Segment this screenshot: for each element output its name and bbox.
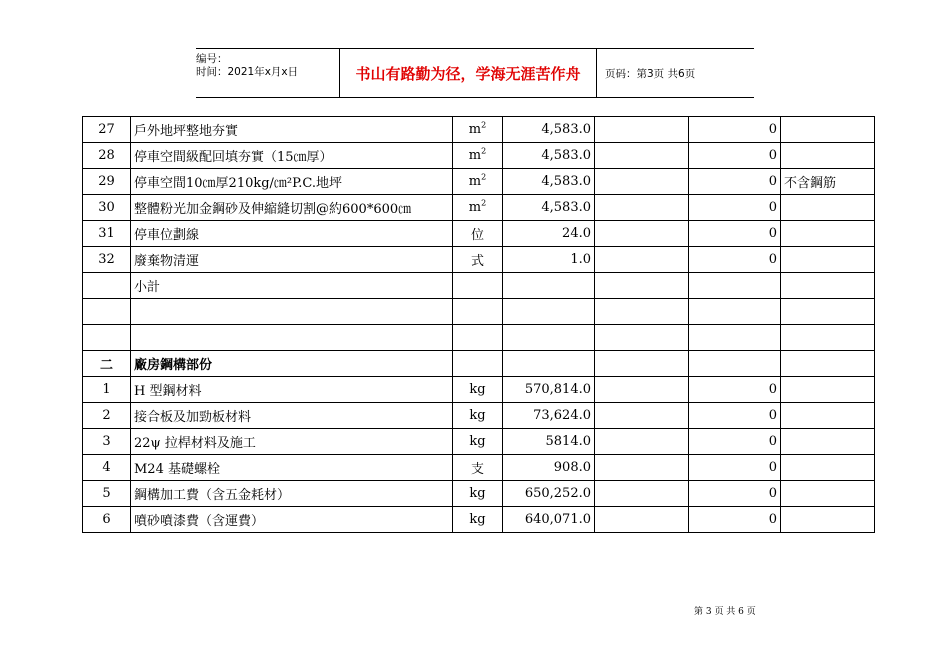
item-quantity-text: 5814.0 (545, 434, 591, 449)
item-unit (453, 143, 503, 169)
item-unit-price (595, 377, 689, 403)
item-unit-price (595, 221, 689, 247)
item-unit-text: m (468, 148, 482, 163)
table-row (83, 325, 875, 351)
header-page-code: 页码：第3页 共6页 (605, 67, 696, 80)
item-number-text: 2 (102, 408, 111, 423)
item-unit-text: kg (469, 382, 486, 397)
item-number-text: 31 (98, 226, 115, 241)
item-note (781, 195, 875, 221)
item-unit (453, 247, 503, 273)
item-description (131, 403, 453, 429)
item-note (781, 117, 875, 143)
item-quantity (503, 221, 595, 247)
item-amount (689, 377, 781, 403)
item-number-text: 4 (102, 460, 111, 475)
item-quantity (503, 507, 595, 533)
item-quantity (503, 247, 595, 273)
item-description-text: 戶外地坪整地夯實 (134, 124, 239, 139)
item-description (131, 325, 453, 351)
header-motto: 书山有路勤为径，学海无涯苦作舟 (339, 49, 597, 97)
item-amount (689, 299, 781, 325)
item-number-text: 27 (98, 122, 115, 137)
item-unit (453, 325, 503, 351)
item-number-text: 28 (98, 148, 115, 163)
item-quantity-text: 1.0 (570, 252, 591, 267)
item-amount (689, 143, 781, 169)
item-description-text: 整體粉光加金鋼砂及伸縮縫切割@約600*600㎝ (134, 202, 412, 217)
item-unit-text: 支 (470, 462, 484, 477)
item-unit-text: m (468, 200, 482, 215)
item-note (781, 403, 875, 429)
item-unit-price (595, 299, 689, 325)
item-description (131, 377, 453, 403)
item-amount-text: 0 (768, 486, 777, 501)
item-unit-price (595, 325, 689, 351)
item-amount (689, 481, 781, 507)
item-note-text: 不含鋼筋 (784, 176, 837, 191)
time-label: 时间：2021年x月x日 (196, 66, 299, 78)
item-unit-text: m (468, 174, 482, 189)
item-number (83, 351, 131, 377)
item-description (131, 429, 453, 455)
item-unit-text: 位 (470, 228, 484, 243)
table-row (83, 507, 875, 533)
item-number-text: 1 (102, 382, 111, 397)
table-row (83, 299, 875, 325)
item-unit-price (595, 195, 689, 221)
item-description-text: 廠房鋼構部份 (134, 358, 213, 373)
item-quantity (503, 403, 595, 429)
item-amount-text: 0 (768, 122, 777, 137)
item-unit-price (595, 429, 689, 455)
item-description (131, 273, 453, 299)
item-amount-text: 0 (768, 226, 777, 241)
table-body (83, 117, 875, 533)
item-amount (689, 221, 781, 247)
item-note (781, 429, 875, 455)
item-unit (453, 507, 503, 533)
item-number (83, 247, 131, 273)
number-label: 编号： (196, 53, 228, 65)
item-unit-price (595, 455, 689, 481)
item-note (781, 351, 875, 377)
item-number-text: 6 (102, 512, 111, 527)
item-description (131, 507, 453, 533)
item-note (781, 143, 875, 169)
item-note (781, 273, 875, 299)
table-row (83, 117, 875, 143)
item-note (781, 481, 875, 507)
item-amount-text: 0 (768, 148, 777, 163)
item-note (781, 507, 875, 533)
item-unit (453, 481, 503, 507)
item-number-text: 5 (102, 486, 111, 501)
table-row (83, 221, 875, 247)
item-unit (453, 429, 503, 455)
item-number (83, 117, 131, 143)
item-description-text: 鋼構加工費（含五金耗材） (134, 488, 291, 503)
item-unit-text: kg (469, 512, 486, 527)
item-quantity (503, 455, 595, 481)
item-unit (453, 117, 503, 143)
item-amount (689, 195, 781, 221)
item-note (781, 247, 875, 273)
item-note (781, 377, 875, 403)
item-unit-text: m (468, 122, 482, 137)
item-description (131, 299, 453, 325)
item-unit-price (595, 117, 689, 143)
item-unit-text: 式 (470, 254, 484, 269)
item-quantity-text: 650,252.0 (524, 486, 591, 501)
item-quantity (503, 195, 595, 221)
item-number (83, 273, 131, 299)
table-row (83, 429, 875, 455)
item-amount-text: 0 (768, 200, 777, 215)
item-amount (689, 247, 781, 273)
item-description-text: 停車位劃線 (134, 228, 200, 243)
item-amount-text: 0 (768, 434, 777, 449)
item-description (131, 221, 453, 247)
item-unit (453, 169, 503, 195)
item-quantity-text: 24.0 (562, 226, 591, 241)
item-description (131, 195, 453, 221)
item-quantity (503, 169, 595, 195)
item-number (83, 403, 131, 429)
item-note (781, 299, 875, 325)
item-number (83, 481, 131, 507)
item-amount (689, 429, 781, 455)
item-description-text: 噴砂噴漆費（含運費） (134, 514, 265, 529)
item-quantity (503, 429, 595, 455)
item-number (83, 455, 131, 481)
item-quantity (503, 117, 595, 143)
table-row (83, 247, 875, 273)
item-description (131, 481, 453, 507)
item-note (781, 325, 875, 351)
quantity-table (82, 116, 875, 533)
item-quantity-text: 4,583.0 (541, 174, 591, 189)
item-unit-price (595, 143, 689, 169)
page-footer: 第 3 页 共 6 页 (694, 607, 756, 617)
item-amount (689, 117, 781, 143)
item-unit-text: kg (469, 486, 486, 501)
item-unit-text: kg (469, 408, 486, 423)
item-amount (689, 351, 781, 377)
item-number (83, 507, 131, 533)
table-row (83, 195, 875, 221)
item-number (83, 429, 131, 455)
item-description (131, 117, 453, 143)
item-description (131, 351, 453, 377)
item-unit (453, 273, 503, 299)
item-unit (453, 455, 503, 481)
table-row (83, 169, 875, 195)
item-quantity-text: 4,583.0 (541, 148, 591, 163)
item-amount (689, 325, 781, 351)
item-unit-price (595, 507, 689, 533)
item-unit-price (595, 403, 689, 429)
item-number (83, 299, 131, 325)
item-quantity-text: 640,071.0 (524, 512, 591, 527)
item-unit-text: kg (469, 434, 486, 449)
item-quantity (503, 351, 595, 377)
item-number-text: 29 (98, 174, 115, 189)
item-unit (453, 195, 503, 221)
item-quantity (503, 299, 595, 325)
item-quantity (503, 325, 595, 351)
item-description (131, 143, 453, 169)
item-description-text: 小計 (134, 280, 161, 295)
item-amount-text: 0 (768, 252, 777, 267)
item-unit-price (595, 351, 689, 377)
table-row (83, 455, 875, 481)
item-description (131, 247, 453, 273)
unit-superscript: 2 (481, 146, 487, 156)
item-quantity (503, 481, 595, 507)
table-row (83, 403, 875, 429)
item-quantity (503, 143, 595, 169)
unit-superscript: 2 (481, 120, 487, 130)
item-amount (689, 169, 781, 195)
item-amount-text: 0 (768, 460, 777, 475)
item-unit-price (595, 247, 689, 273)
item-description-text: 接合板及加勁板材料 (134, 410, 252, 425)
unit-superscript: 2 (481, 198, 487, 208)
item-unit-price (595, 169, 689, 195)
item-number (83, 143, 131, 169)
item-number (83, 195, 131, 221)
item-quantity (503, 377, 595, 403)
header-meta (196, 49, 339, 97)
item-quantity-text: 908.0 (553, 460, 591, 475)
item-amount (689, 273, 781, 299)
table-row (83, 273, 875, 299)
item-amount-text: 0 (768, 408, 777, 423)
item-amount (689, 455, 781, 481)
item-description (131, 169, 453, 195)
table-row (83, 377, 875, 403)
item-note (781, 169, 875, 195)
item-quantity-text: 73,624.0 (533, 408, 591, 423)
item-note (781, 455, 875, 481)
table-row (83, 351, 875, 377)
item-unit (453, 351, 503, 377)
item-number-text: 32 (98, 252, 115, 267)
item-amount-text: 0 (768, 382, 777, 397)
item-unit (453, 377, 503, 403)
item-number-text: 二 (99, 358, 113, 373)
item-amount (689, 507, 781, 533)
item-amount-text: 0 (768, 512, 777, 527)
table-row (83, 143, 875, 169)
item-number (83, 325, 131, 351)
item-quantity-text: 4,583.0 (541, 200, 591, 215)
item-unit-price (595, 273, 689, 299)
item-description-text: 停車空間10㎝厚210kg/㎝²P.C.地坪 (134, 176, 343, 191)
item-description-text: 廢棄物清運 (134, 254, 200, 269)
table-row (83, 481, 875, 507)
item-quantity-text: 4,583.0 (541, 122, 591, 137)
item-description-text: 22ψ 拉桿材料及施工 (134, 436, 256, 451)
item-amount (689, 403, 781, 429)
item-unit (453, 221, 503, 247)
item-number (83, 221, 131, 247)
item-description-text: H 型鋼材料 (134, 384, 202, 399)
item-description-text: 停車空間級配回填夯實（15㎝厚） (134, 150, 333, 165)
unit-superscript: 2 (481, 172, 487, 182)
item-quantity (503, 273, 595, 299)
item-unit-price (595, 481, 689, 507)
item-unit (453, 403, 503, 429)
item-amount-text: 0 (768, 174, 777, 189)
item-unit (453, 299, 503, 325)
item-number (83, 377, 131, 403)
page-header (196, 48, 754, 98)
item-number (83, 169, 131, 195)
item-quantity-text: 570,814.0 (524, 382, 591, 397)
item-note (781, 221, 875, 247)
item-number-text: 3 (102, 434, 111, 449)
item-number-text: 30 (98, 200, 115, 215)
item-description-text: M24 基礎螺栓 (134, 462, 220, 477)
item-description (131, 455, 453, 481)
